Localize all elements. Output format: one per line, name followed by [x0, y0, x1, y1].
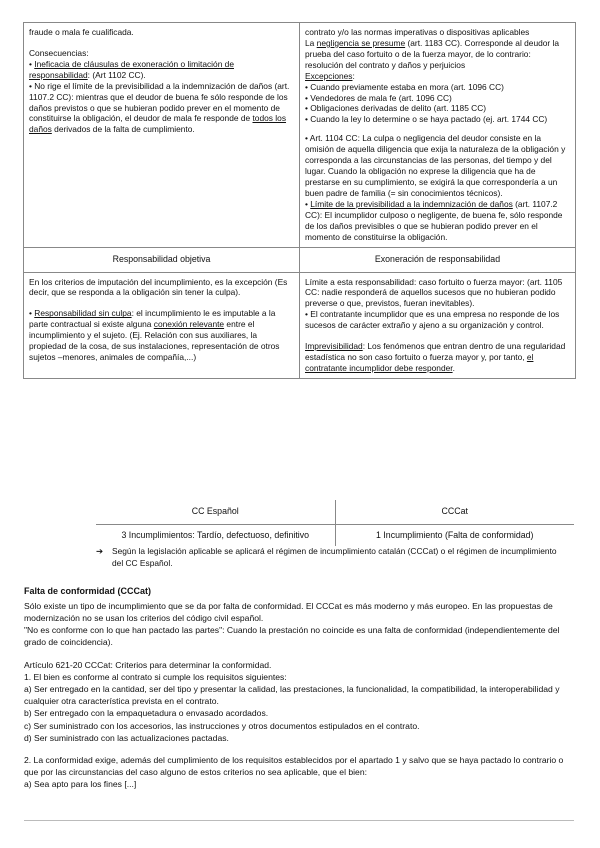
cell-text: Imprevisibilidad: Los fenómenos que entran dentro de una regularidad estadística no son caso fortuito o fuerza mayor y, por tanto, el contratante incumplidor debe responder. [305, 341, 566, 373]
liability-table [23, 22, 576, 379]
exoneration-cell [300, 272, 576, 378]
underlined-term: Límite de la previsibilidad a la indemnización de daños [310, 198, 513, 209]
cell-text: fraude o mala fe cualificada. [29, 27, 134, 37]
note [96, 545, 566, 569]
paragraph: 2. La conformidad exige, además del cumplimiento de los requisitos establecidos por el apartado 1 y salvo que se haya pactado lo contrario o que por las circunstancias del caso alguno de estos criterios no sea aplicable, que el bien: [24, 755, 564, 778]
paragraph: a) Sea apto para los fines [...] [24, 779, 137, 790]
list-item: a) Ser entregado en la cantidad, ser del tipo y presentar la calidad, las prestaciones, la funcionalidad, la compatibilidad, la interoperabilidad y cualquier otra característica prevista en el contrato. [24, 683, 560, 707]
underlined-term: Ineficacia de cláusulas de exoneración o limitación de responsabilidad [29, 58, 234, 80]
cell-text: • El contratante incumplidor que es una empresa no responde de los sucesos de carácter extraño y ajeno a su organización y control. [305, 309, 560, 331]
note-text: Según la legislación aplicable se aplicará el régimen de incumplimiento catalán (CCCat) o el régimen de incumplimiento del CC Español. [112, 546, 557, 569]
table-header-row [24, 247, 576, 272]
divider [24, 820, 574, 821]
table-row [96, 525, 574, 547]
cell-text: contrato y/o las normas imperativas o dispositivas aplicables [305, 27, 530, 37]
column-header: CC Español [96, 500, 335, 525]
cell-text: • Art. 1104 CC: La culpa o negligencia del deudor consiste en la omisión de aquella diligencia que exija la naturaleza de la obligación y corresponda a las circunstancias de las personas, del tiempo y del lugar. Cuando la obligación no exprese la diligencia que ha de prestarse en su cumplimiento, se exigirá la que correspondería a un buen padre de familia (= sin conocimientos técnicos). [305, 133, 566, 198]
paragraph: "No es conforme con lo que han pactado las partes": Cuando la prestación no coincide es una falta de conformidad (independientemente del grado de coincidencia). [24, 625, 560, 648]
list-item: b) Ser entregado con la empaquetadura o envasado acordados. [24, 708, 269, 719]
underlined-term: conexión relevante [153, 319, 225, 330]
list-item: • Vendedores de mala fe (art. 1096 CC) [305, 92, 452, 103]
underlined-term: Responsabilidad sin culpa [34, 308, 132, 319]
comparison-table [96, 500, 574, 546]
cell-text: La negligencia se presume (art. 1183 CC). Corresponde al deudor la prueba del caso fortuito o de la fuerza mayor, de lo contrario: resolución del contrato y daños y perjuicios [305, 37, 560, 70]
cell-text: • Límite de la previsibilidad a la indemnización de daños (art. 1107.2 CC): El incumplidor culposo o negligente, de buena fe, sólo responde de los daños previsibles o que se hubieran podido prever en el momento de constituirse la obligación. [305, 198, 563, 242]
section-heading: Falta de conformidad (CCCat) [24, 586, 152, 596]
table-header-row [96, 500, 574, 525]
table-row [24, 23, 576, 248]
underlined-term: el contratante incumplidor debe responder [305, 352, 534, 373]
table-cell: 1 Incumplimiento (Falta de conformidad) [376, 530, 534, 540]
article-title: Artículo 621-20 CCCat: Criterios para determinar la conformidad. [24, 659, 272, 670]
underlined-term: Imprevisibilidad [305, 341, 363, 352]
list-item: 1. El bien es conforme al contrato si cumple los requisitos siguientes: [24, 671, 287, 682]
list-item: • Cuando previamente estaba en mora (art. 1096 CC) [305, 81, 504, 92]
cell-text: • Responsabilidad sin culpa: el incumplimiento le es imputable a la parte contractual si existe alguna conexión relevante entre el incumplimiento y el sujeto. (Ej. Relación con sus auxiliares, la propiedad de la cosa, de sus instalaciones, representación de otros sujetos –menores, animales de compañía,...) [29, 308, 280, 363]
column-header: CCCat [335, 500, 574, 525]
consequence-item: • Ineficacia de cláusulas de exoneración o limitación de responsabilidad: (Art 1102 CC). [29, 58, 234, 80]
objective-liability-cell [24, 272, 300, 378]
bad-faith-cell [24, 23, 300, 248]
list-item: • Cuando la ley lo determine o se haya pactado (ej. art. 1744 CC) [305, 114, 548, 125]
underlined-term: negligencia se presume [316, 37, 406, 48]
consequence-item: • No rige el límite de la previsibilidad a la indemnización de daños (art. 1107.2 CC): mientras que el deudor de buena fe sólo responde de los daños previstos o que se hubieran podido prever en el momento de constituirse la obligación, el deudor de mala fe responde de todos los daños derivados de la falta de cumplimiento. [29, 80, 290, 135]
paragraph: Sólo existe un tipo de incumplimiento que se da por falta de conformidad. El CCCat es más moderno y más europeo. En las propuestas de modernización no se usan los criterios del código civil español. [24, 600, 553, 623]
column-header: Responsabilidad objetiva [24, 247, 300, 272]
exceptions-title: Excepciones: [305, 70, 355, 81]
conformity-section [24, 585, 574, 791]
negligence-cell [300, 23, 576, 248]
cell-text: Límite a esta responsabilidad: caso fortuito o fuerza mayor: (art. 1105 CC: nadie responderá de aquellos sucesos que no hubieran podido preverse o que, previstos, fueran inevitables). [305, 276, 563, 309]
underlined-term: todos los daños [29, 113, 287, 135]
arrow-icon: ➔ [96, 546, 104, 556]
column-header: Exoneración de responsabilidad [300, 247, 576, 272]
list-item: d) Ser suministrado con las actualizaciones pactadas. [24, 732, 229, 743]
list-item: • Obligaciones derivadas de delito (art. 1185 CC) [305, 103, 487, 114]
table-row [24, 272, 576, 378]
consequences-title: Consecuencias: [29, 47, 89, 58]
table-cell: 3 Incumplimientos: Tardío, defectuoso, definitivo [96, 525, 335, 547]
cell-text: En los criterios de imputación del incumplimiento, es la excepción (Es decir, que se responda a la obligación sin tener la culpa). [29, 276, 288, 298]
list-item: c) Ser suministrado con los accesorios, las instrucciones y otros documentos estipulados en el contrato. [24, 720, 420, 731]
